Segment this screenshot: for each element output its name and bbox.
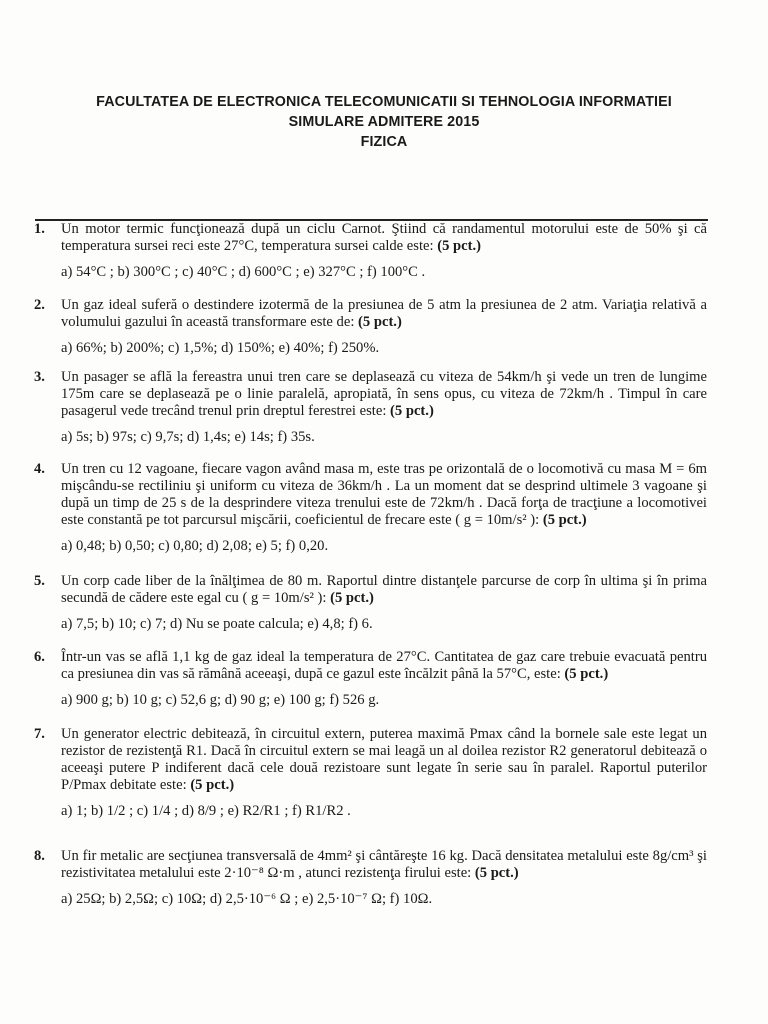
problem-text: Un gaz ideal suferă o destindere izotermă de la presiunea de 5 atm la presiunea de 2 atm. Variaţia relativă a volumului gazului în această transformare este de: <box>61 297 707 330</box>
problem-number: 1. <box>34 221 45 237</box>
problem-statement <box>61 297 707 331</box>
problem-statement <box>61 848 707 882</box>
problem-number: 4. <box>34 461 45 477</box>
problem-4 <box>34 461 710 555</box>
answer-options: a) 54°C ; b) 300°C ; c) 40°C ; d) 600°C ; e) 327°C ; f) 100°C . <box>61 264 426 280</box>
problem-number: 3. <box>34 369 45 385</box>
problem-points: (5 pct.) <box>564 666 609 682</box>
answer-options: a) 900 g; b) 10 g; c) 52,6 g; d) 90 g; e) 100 g; f) 526 g. <box>61 692 380 708</box>
problem-statement <box>61 369 707 420</box>
answer-options: a) 25Ω; b) 2,5Ω; c) 10Ω; d) 2,5·10⁻⁶ Ω ; e) 2,5·10⁻⁷ Ω; f) 10Ω. <box>61 891 433 907</box>
problem-5 <box>34 573 710 633</box>
problem-text: Un corp cade liber de la înălţimea de 80 m. Raportul dintre distanţele parcurse de corp în ultima şi în prima secundă de cădere este egal cu ( g = 10m/s² ): <box>61 573 707 606</box>
problem-statement <box>61 649 707 683</box>
problem-points: (5 pct.) <box>437 238 481 254</box>
problem-7 <box>34 726 710 820</box>
problem-statement <box>61 573 707 607</box>
answer-options: a) 1; b) 1/2 ; c) 1/4 ; d) 8/9 ; e) R2/R1 ; f) R1/R2 . <box>61 803 351 819</box>
problem-6 <box>34 649 710 709</box>
problem-2 <box>34 297 710 357</box>
problem-text: Un motor termic funcţionează după un ciclu Carnot. Ştiind că randamentul motorului este de 50% şi că temperatura sursei reci este 27°C, temperatura sursei calde este: <box>61 221 707 254</box>
answer-options: a) 5s; b) 97s; c) 9,7s; d) 1,4s; e) 14s; f) 35s. <box>61 429 315 445</box>
problem-text: Un tren cu 12 vagoane, fiecare vagon având masa m, este tras pe orizontală de o locomotivă cu masa M = 6m mişcându-se rectiliniu şi uniform cu viteza de 36km/h . La un moment dat se desprind ultimele 3 vagoane şi după un timp de 25 s de la desprindere viteza trenului este de 72km/h . Dacă forţa de tracţiune a locomotivei este constantă pe tot parcursul mişcării, coeficientul de frecare este ( g = 10m/s² ): <box>61 461 707 528</box>
problem-points: (5 pct.) <box>542 512 587 528</box>
problem-text: Un pasager se află la fereastra unui tren care se deplasează cu viteza de 54km/h şi vede un tren de lungime 175m care se deplasează pe o linie paralelă, apropiată, în sens opus, cu viteza de 72km/h . Timpul în care pasagerul vede trecând trenul prin dreptul ferestrei este: <box>61 369 707 419</box>
problem-text: Într-un vas se află 1,1 kg de gaz ideal la temperatura de 27°C. Cantitatea de gaz care trebuie evacuată pentru ca presiunea din vas să rămână aceeaşi, după ce gazul este încălzit până la 57°C, este: <box>61 649 707 682</box>
problem-points: (5 pct.) <box>390 403 434 419</box>
problem-statement <box>61 726 707 794</box>
problem-points: (5 pct.) <box>330 590 374 606</box>
problem-number: 8. <box>34 848 45 864</box>
subject-title: FIZICA <box>360 134 408 150</box>
problem-points: (5 pct.) <box>474 865 519 881</box>
problem-statement <box>61 221 707 255</box>
problem-statement <box>61 461 707 529</box>
answer-options: a) 0,48; b) 0,50; c) 0,80; d) 2,08; e) 5; f) 0,20. <box>61 538 329 554</box>
problem-text: Un generator electric debitează, în circuitul extern, puterea maximă Pmax când la bornele sale este legat un rezistor de rezistenţă R1. Dacă în circuitul extern se mai leagă un al doilea rezistor R2 generatorul debitează o aceeaşi putere P indiferent dacă cele două rezistoare sunt legate în serie sau în paralel. Raportul puterilor P/Pmax debitate este: <box>61 726 707 793</box>
problem-number: 7. <box>34 726 45 742</box>
problem-text: Un fir metalic are secţiunea transversală de 4mm² şi cântăreşte 16 kg. Dacă densitatea metalului este 8g/cm³ şi rezistivitatea metalului este 2·10⁻⁸ Ω·m , atunci rezistenţa firului este: <box>61 848 707 881</box>
problem-8 <box>34 848 710 908</box>
problem-number: 5. <box>34 573 45 589</box>
problem-3 <box>34 369 710 446</box>
problem-points: (5 pct.) <box>358 314 402 330</box>
exam-title: SIMULARE ADMITERE 2015 <box>288 114 480 130</box>
answer-options: a) 7,5; b) 10; c) 7; d) Nu se poate calcula; e) 4,8; f) 6. <box>61 616 373 632</box>
problem-number: 2. <box>34 297 45 313</box>
problem-1 <box>34 221 710 281</box>
answer-options: a) 66%; b) 200%; c) 1,5%; d) 150%; e) 40%; f) 250%. <box>61 340 380 356</box>
faculty-title: FACULTATEA DE ELECTRONICA TELECOMUNICATII SI TEHNOLOGIA INFORMATIEI <box>96 94 672 110</box>
problem-number: 6. <box>34 649 45 665</box>
problem-points: (5 pct.) <box>190 777 235 793</box>
